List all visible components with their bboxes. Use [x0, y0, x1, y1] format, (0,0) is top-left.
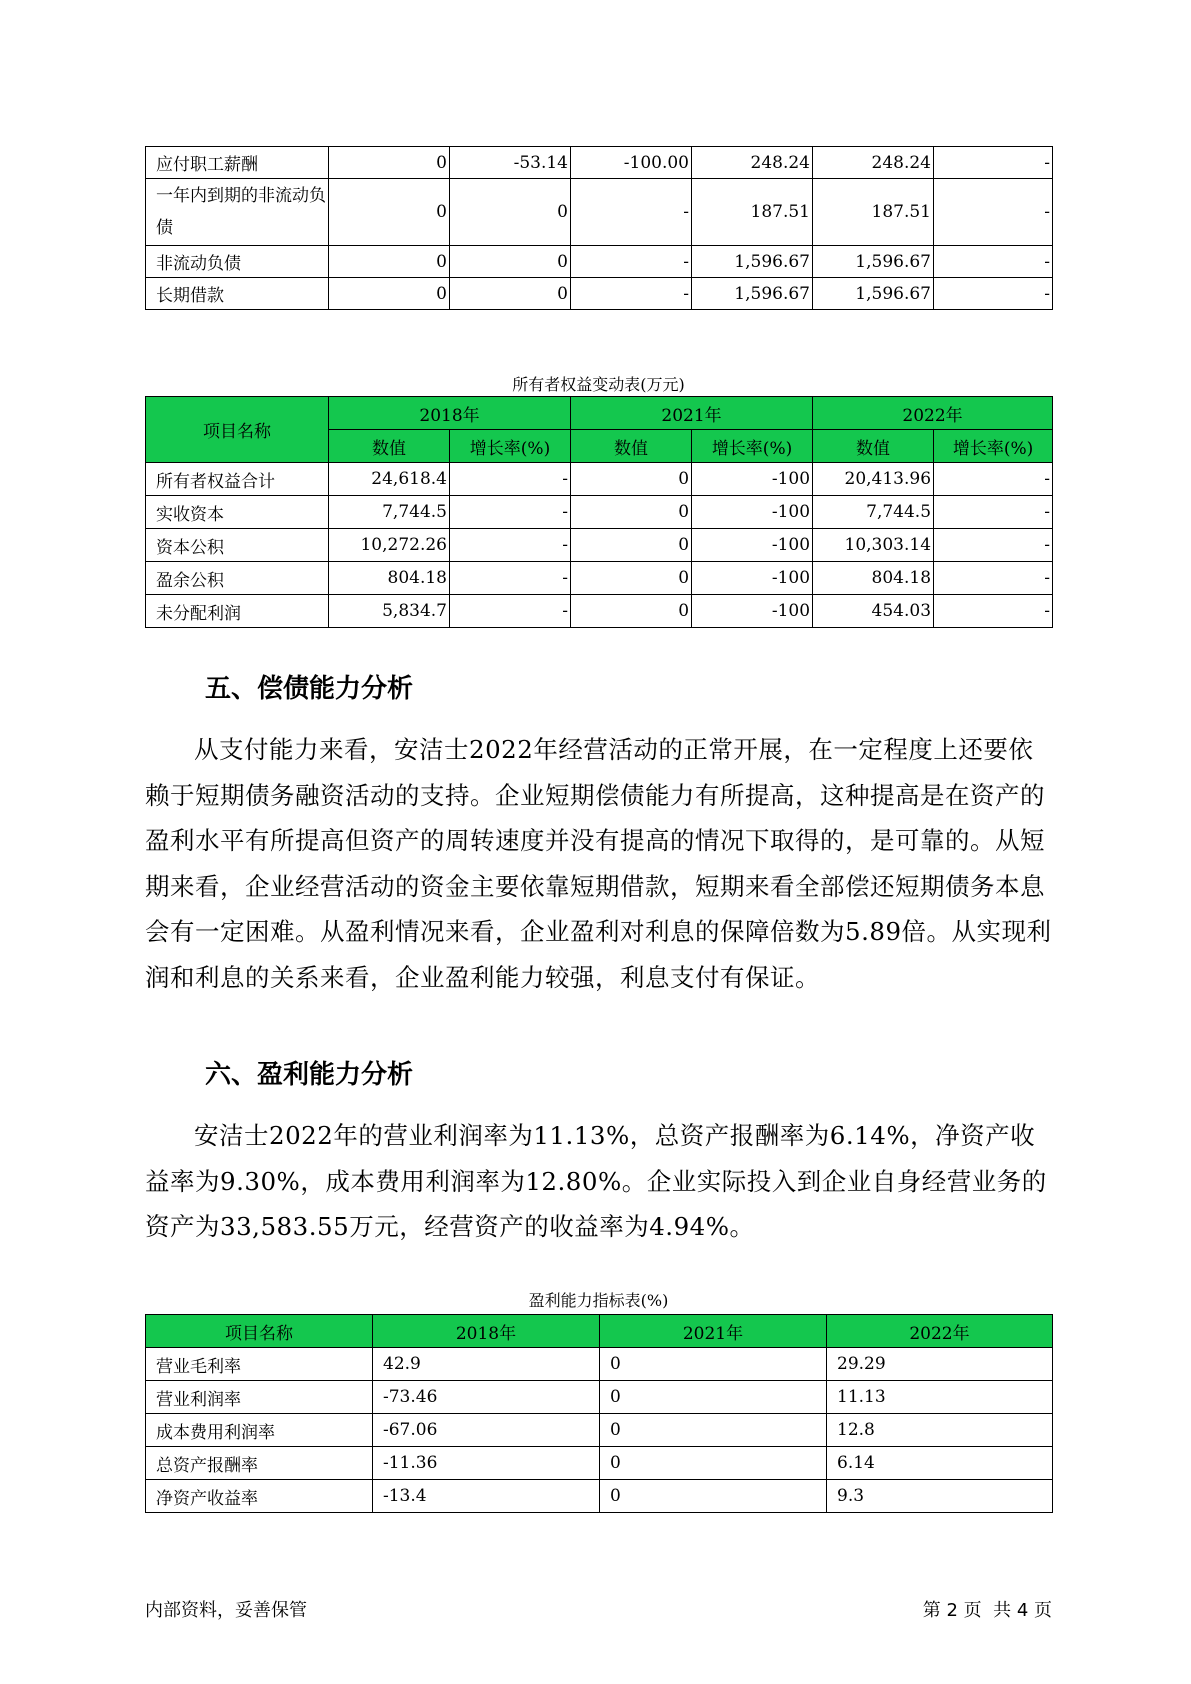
solvency-paragraph: 从支付能力来看，安洁士2022年经营活动的正常开展，在一定程度上还要依赖于短期债务融资活动的支持。企业短期偿债能力有所提高，这种提高是在资产的盈利水平有所提高但资产的周转速度并没有提高的情况下取得的，是可靠的。从短期来看，企业经营活动的资金主要依靠短期借款，短期来看全部偿还短期债务本息会有一定困难。从盈利情况来看，企业盈利对利息的保障倍数为5.89倍。从实现利润和利息的关系来看，企业盈利能力较强，利息支付有保证。: [145, 735, 1052, 992]
profit-table-caption: 盈利能力指标表(%): [528, 1291, 669, 1310]
cell: 454.03: [813, 595, 934, 628]
cell: -: [934, 246, 1053, 278]
table-row: [146, 1447, 1053, 1480]
table-row: [146, 595, 1053, 628]
table-header-row: [146, 1315, 1053, 1348]
row-label: 成本费用利润率: [146, 1414, 373, 1447]
row-label: 未分配利润: [146, 595, 329, 628]
profitability-paragraph: 安洁士2022年的营业利润率为11.13%，总资产报酬率为6.14%，净资产收益率为9.30%，成本费用利润率为12.80%。企业实际投入到企业自身经营业务的资产为33,583.55万元，经营资产的收益率为4.94%。: [145, 1121, 1047, 1241]
row-label: 净资产收益率: [146, 1480, 373, 1513]
cell: 0: [450, 278, 571, 310]
row-label: 实收资本: [146, 496, 329, 529]
cell: 0: [329, 147, 450, 179]
cell: 0: [571, 463, 692, 496]
cell: -100: [692, 496, 813, 529]
cell: -: [450, 529, 571, 562]
cell: -100: [692, 463, 813, 496]
cell: 187.51: [813, 179, 934, 246]
cell: 0: [600, 1381, 827, 1414]
table-row: [146, 147, 1053, 179]
table-row: [146, 1414, 1053, 1447]
cell: -: [934, 595, 1053, 628]
row-label: 非流动负债: [146, 246, 329, 278]
cell: 1,596.67: [813, 246, 934, 278]
table-row: [146, 278, 1053, 310]
cell: 5,834.7: [329, 595, 450, 628]
cell: -: [934, 179, 1053, 246]
header-year-2018: 2018年: [373, 1315, 600, 1348]
table-row: [146, 1480, 1053, 1513]
cell: 0: [571, 562, 692, 595]
cell: 6.14: [827, 1447, 1053, 1480]
header-year-2022: 2022年: [827, 1315, 1053, 1348]
subheader-growth: 增长率(%): [450, 430, 571, 463]
cell: -: [934, 147, 1053, 179]
table-row: [146, 1381, 1053, 1414]
cell: 9.3: [827, 1480, 1053, 1513]
cell: 248.24: [813, 147, 934, 179]
cell: 0: [600, 1480, 827, 1513]
cell: 0: [571, 529, 692, 562]
header-item-name: 项目名称: [146, 1315, 373, 1348]
cell: -: [934, 529, 1053, 562]
table-row: [146, 463, 1053, 496]
subheader-value: 数值: [571, 430, 692, 463]
cell: 29.29: [827, 1348, 1053, 1381]
cell: 20,413.96: [813, 463, 934, 496]
row-label: 营业毛利率: [146, 1348, 373, 1381]
subheader-value: 数值: [813, 430, 934, 463]
liability-table: [145, 146, 1053, 310]
cell: -: [450, 595, 571, 628]
cell: 11.13: [827, 1381, 1053, 1414]
cell: -73.46: [373, 1381, 600, 1414]
subheader-value: 数值: [329, 430, 450, 463]
cell: -67.06: [373, 1414, 600, 1447]
cell: -: [450, 463, 571, 496]
table-row: [146, 562, 1053, 595]
equity-table-caption: 所有者权益变动表(万元): [512, 375, 685, 394]
cell: 804.18: [813, 562, 934, 595]
cell: -: [934, 463, 1053, 496]
cell: 42.9: [373, 1348, 600, 1381]
footer-left-note: 内部资料，妥善保管: [145, 1600, 307, 1621]
cell: 10,303.14: [813, 529, 934, 562]
row-label: 一年内到期的非流动负债: [146, 179, 329, 246]
cell: -100.00: [571, 147, 692, 179]
cell: -: [934, 496, 1053, 529]
header-year-2021: 2021年: [600, 1315, 827, 1348]
row-label: 资本公积: [146, 529, 329, 562]
header-item-name: 项目名称: [146, 397, 329, 463]
cell: -11.36: [373, 1447, 600, 1480]
cell: 0: [450, 246, 571, 278]
cell: -100: [692, 595, 813, 628]
subheader-growth: 增长率(%): [934, 430, 1053, 463]
cell: 12.8: [827, 1414, 1053, 1447]
cell: 0: [329, 246, 450, 278]
cell: 1,596.67: [692, 278, 813, 310]
cell: -: [571, 278, 692, 310]
cell: -100: [692, 562, 813, 595]
cell: 10,272.26: [329, 529, 450, 562]
row-label: 长期借款: [146, 278, 329, 310]
cell: 1,596.67: [813, 278, 934, 310]
cell: -: [571, 179, 692, 246]
cell: 187.51: [692, 179, 813, 246]
table-row: [146, 529, 1053, 562]
cell: 804.18: [329, 562, 450, 595]
cell: -100: [692, 529, 813, 562]
cell: -: [450, 496, 571, 529]
row-label: 应付职工薪酬: [146, 147, 329, 179]
cell: 0: [571, 595, 692, 628]
cell: 24,618.4: [329, 463, 450, 496]
table-row: [146, 179, 1053, 246]
table-row: [146, 1348, 1053, 1381]
cell: 0: [600, 1414, 827, 1447]
cell: 7,744.5: [329, 496, 450, 529]
header-year-2018: 2018年: [329, 397, 571, 430]
cell: -: [571, 246, 692, 278]
header-year-2022: 2022年: [813, 397, 1053, 430]
row-label: 营业利润率: [146, 1381, 373, 1414]
cell: 0: [571, 496, 692, 529]
cell: 1,596.67: [692, 246, 813, 278]
section-title-profitability: 六、盈利能力分析: [205, 1060, 414, 1090]
cell: 7,744.5: [813, 496, 934, 529]
cell: -: [450, 562, 571, 595]
header-year-2021: 2021年: [571, 397, 813, 430]
cell: 0: [329, 179, 450, 246]
profit-table: [145, 1314, 1053, 1513]
equity-table: [145, 396, 1053, 628]
row-label: 所有者权益合计: [146, 463, 329, 496]
cell: -53.14: [450, 147, 571, 179]
row-label: 总资产报酬率: [146, 1447, 373, 1480]
cell: 248.24: [692, 147, 813, 179]
cell: -: [934, 278, 1053, 310]
cell: 0: [329, 278, 450, 310]
footer-page-number: 第 2 页 共 4 页: [922, 1600, 1052, 1621]
table-row: [146, 246, 1053, 278]
table-row: [146, 496, 1053, 529]
subheader-growth: 增长率(%): [692, 430, 813, 463]
cell: 0: [450, 179, 571, 246]
cell: 0: [600, 1447, 827, 1480]
row-label: 盈余公积: [146, 562, 329, 595]
cell: -: [934, 562, 1053, 595]
cell: -13.4: [373, 1480, 600, 1513]
table-header-row: [146, 397, 1053, 430]
section-title-solvency: 五、偿债能力分析: [205, 674, 414, 704]
cell: 0: [600, 1348, 827, 1381]
